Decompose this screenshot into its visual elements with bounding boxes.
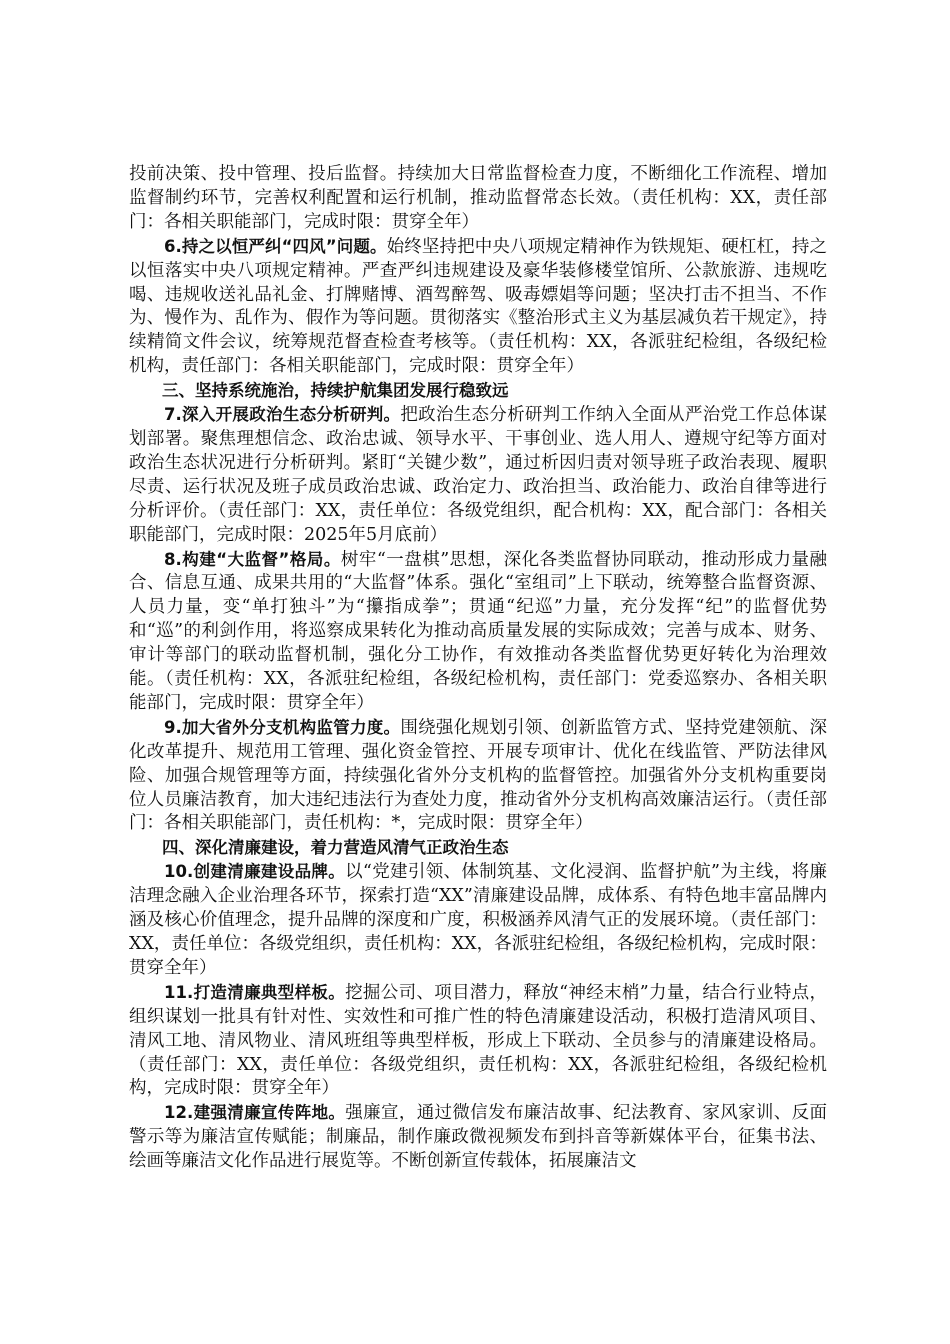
paragraph-body: 始终坚持把中央八项规定精神作为铁规矩、硬杠杠，持之以恒落实中央八项规定精神。严查严纠违规建设及豪华装修楼堂馆所、公款旅游、违规吃喝、违规收送礼品礼金、打牌赌博、酒驾醉驾、吸毒嫖娼等问题；坚决打击不担当、不作为、慢作为、乱作为、假作为等问题。贯彻落实《整治形式主义为基层减负若干规定》，持续精简文件会议，统筹规范督查检查考核等。（责任机构：XX，各派驻纪检组，各级纪检机构，责任部门：各相关职能部门，完成时限：贯穿全年） <box>129 236 828 377</box>
paragraph-body: 强廉宣，通过微信发布廉洁故事、纪法教育、家风家训、反面警示等为廉洁宣传赋能；制廉品，制作廉政微视频发布到抖音等新媒体平台，征集书法、绘画等廉洁文化作品进行展览等。不断创新宣传载体，拓展廉洁文 <box>129 1103 827 1172</box>
paragraph-body: 围绕强化规划引领、创新监管方式、坚持党建领航、深化改革提升、规范用工管理、强化资金管控、开展专项审计、优化在线监管、严防法律风险、加强合规管理等方面，持续强化省外分支机构的监督管控。加强省外分支机构重要岗位人员廉洁教育，加大违纪违法行为查处力度，推动省外分支机构高效廉洁运行。（责任部门：各相关职能部门，责任机构：*，完成时限：贯穿全年） <box>129 717 828 834</box>
paragraph-body: 树牢“一盘棋”思想，深化各类监督协同联动，推动形成力量融合、信息互通、成果共用的“大监督”体系。强化“室组司”上下联动，统筹整合监督资源、人员力量，变“单打独斗”为“攥指成拳”；贯通“纪巡”力量，充分发挥“纪”的监督优势和“巡”的利剑作用，将巡察成果转化为推动高质量发展的实际成效；完善与成本、财务、审计等部门的联动监督机制，强化分工协作，有效推动各类监督优势更好转化为治理效能。（责任机构：XX，各派驻纪检组，各级纪检机构，责任部门：党委巡察办、各相关职能部门，完成时限：贯穿全年） <box>129 549 827 713</box>
paragraph-item-10 <box>129 860 827 981</box>
paragraph-body: 挖掘公司、项目潜力，释放“神经末梢”力量，结合行业特点，组织谋划一批具有针对性、实效性和可推广性的特色清廉建设活动，积极打造清风项目、清风工地、清风物业、清风班组等典型样板，形成上下联动、全员参与的清廉建设格局。（责任部门：XX，责任单位：各级党组织，责任机构：XX，各派驻纪检组，各级纪检机构，完成时限：贯穿全年） <box>129 982 827 1099</box>
section-heading-4: 四、深化清廉建设，着力营造风清气正政治生态 <box>162 838 509 858</box>
item-title: 7.深入开展政治生态分析研判。 <box>164 405 401 425</box>
paragraph-item-12 <box>129 1101 827 1174</box>
item-title: 6.持之以恒严纠“四风”问题。 <box>164 236 387 256</box>
paragraph-item-11 <box>129 981 827 1102</box>
paragraph-body: 以“党建引领、体制筑基、文化浸润、监督护航”为主线，将廉洁理念融入企业治理各环节，探索打造“XX”清廉建设品牌，成体系、有特色地丰富品牌内涵及核心价值理念，提升品牌的深度和广度，积极涵养风清气正的发展环境。（责任部门：XX，责任单位：各级党组织，责任机构：XX，各派驻纪检组，各级纪检机构，完成时限：贯穿全年） <box>129 862 827 978</box>
item-title: 11.打造清廉典型样板。 <box>164 982 346 1002</box>
item-title: 12.建强清廉宣传阵地。 <box>164 1103 346 1123</box>
document-page <box>129 163 827 1174</box>
item-title: 10.创建清廉建设品牌。 <box>164 862 346 882</box>
paragraph-item-7 <box>129 403 827 547</box>
paragraph-item-8 <box>129 548 827 716</box>
paragraph-body: 把政治生态分析研判工作纳入全面从严治党工作总体谋划部署。聚焦理想信念、政治忠诚、领导水平、干事创业、选人用人、遵规守纪等方面对政治生态状况进行分析研判。紧盯“关键少数”，通过析因归责对领导班子政治表现、履职尽责、运行状况及班子成员政治忠诚、政治定力、政治担当、政治能力、政治自律等进行分析评价。（责任部门：XX，责任单位：各级党组织，配合机构：XX，配合部门：各相关职能部门，完成时限：2025年5月底前） <box>129 405 828 545</box>
item-title: 9.加大省外分支机构监管力度。 <box>164 717 401 737</box>
paragraph-item-9 <box>129 716 827 837</box>
item-title: 8.构建“大监督”格局。 <box>164 549 341 569</box>
paragraph-continuation <box>129 163 827 235</box>
paragraph-body: 投前决策、投中管理、投后监督。持续加大日常监督检查力度，不断细化工作流程、增加监督制约环节，完善权利配置和运行机制，推动监督常态长效。（责任机构：XX，责任部门：各相关职能部门，完成时限：贯穿全年） <box>129 164 827 232</box>
section-heading-3: 三、坚持系统施治，持续护航集团发展行稳致远 <box>162 381 509 401</box>
paragraph-item-6 <box>129 235 827 379</box>
